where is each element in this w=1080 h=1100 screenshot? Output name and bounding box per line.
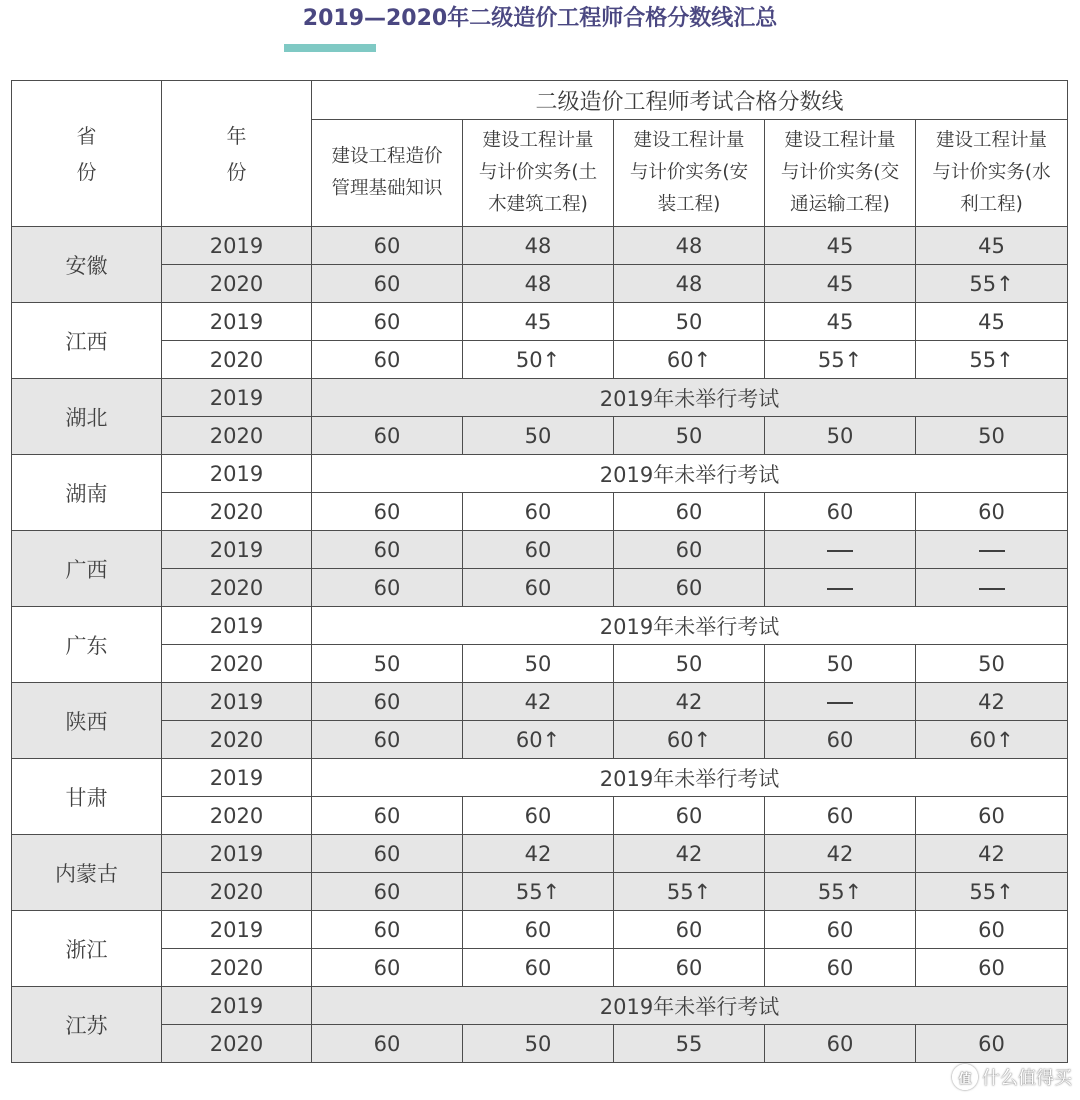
score-cell: 42 [765,835,916,873]
score-cell: 42 [614,683,765,721]
score-cell-increase: 60↑ [614,341,765,379]
score-cell: 45 [916,227,1068,265]
table-row [12,569,1068,607]
year-cell: 2019 [162,683,312,721]
score-cell: 60 [916,911,1068,949]
table-row [12,341,1068,379]
score-cell: 42 [614,835,765,873]
score-cell: 50 [614,417,765,455]
province-cell: 浙江 [12,911,162,987]
no-exam-note: 2019年未举行考试 [312,987,1068,1025]
province-cell: 江苏 [12,987,162,1063]
header-year-line1: 年 [226,123,247,148]
score-cell: 60 [312,417,463,455]
score-cell: 60 [463,911,614,949]
table-row [12,379,1068,417]
score-cell: 60 [312,493,463,531]
score-cell: 60 [765,493,916,531]
score-cell: 50 [765,417,916,455]
table-row [12,797,1068,835]
province-cell: 甘肃 [12,759,162,835]
score-cell: 60 [614,531,765,569]
score-cell: 60 [312,911,463,949]
score-cell-empty [765,531,916,569]
score-cell: 60 [463,493,614,531]
score-cell: 60 [765,721,916,759]
score-cell-increase: 60↑ [463,721,614,759]
score-cell-empty [765,569,916,607]
year-cell: 2019 [162,531,312,569]
score-cell: 60 [463,949,614,987]
header-province-line2: 份 [76,159,97,184]
watermark [952,1064,1072,1090]
table-row [12,911,1068,949]
header-subject-4 [765,120,916,227]
score-cell-increase: 60↑ [916,721,1068,759]
score-cell: 60 [916,493,1068,531]
header-subject-2 [463,120,614,227]
table-row [12,873,1068,911]
score-cell: 60 [463,797,614,835]
score-cell: 60 [463,569,614,607]
score-cell: 60 [312,1025,463,1063]
table-row [12,683,1068,721]
score-cell-increase: 55↑ [916,873,1068,911]
score-cell-increase: 55↑ [614,873,765,911]
table-row [12,835,1068,873]
header-subject-1 [312,120,463,227]
score-cell: 60 [312,303,463,341]
score-cell: 50 [916,417,1068,455]
score-cell-increase: 55↑ [916,341,1068,379]
header-subject-5 [916,120,1068,227]
watermark-text: 什么值得买 [982,1068,1072,1089]
table-row [12,987,1068,1025]
year-cell: 2019 [162,835,312,873]
score-cell: 45 [916,303,1068,341]
header-year-line2: 份 [226,159,247,184]
header-subject-line: 与计价实务(土 [478,162,598,183]
no-exam-note: 2019年未举行考试 [312,379,1068,417]
score-cell: 42 [463,683,614,721]
score-cell-increase: 55↑ [765,341,916,379]
province-cell: 陕西 [12,683,162,759]
score-cell: 48 [463,227,614,265]
dash-icon [979,588,1005,590]
year-cell: 2019 [162,759,312,797]
score-cell: 45 [765,227,916,265]
year-cell: 2019 [162,379,312,417]
province-cell: 江西 [12,303,162,379]
dash-icon [827,550,853,552]
score-cell: 60 [312,721,463,759]
province-cell: 广东 [12,607,162,683]
header-subject-line: 与计价实务(安 [629,162,749,183]
score-cell-empty [765,683,916,721]
score-cell: 45 [463,303,614,341]
score-table [11,80,1068,1063]
dash-icon [827,588,853,590]
table-row [12,607,1068,645]
score-cell: 60 [916,797,1068,835]
header-subject-line: 装工程) [657,194,721,215]
province-cell: 湖北 [12,379,162,455]
table-row [12,949,1068,987]
header-subject-line: 建设工程计量 [633,130,745,151]
score-cell: 60 [765,1025,916,1063]
table-row [12,531,1068,569]
score-cell: 60 [312,227,463,265]
score-cell: 50 [463,417,614,455]
score-cell: 60 [312,265,463,303]
table-row [12,759,1068,797]
table-row [12,721,1068,759]
score-cell: 60 [312,835,463,873]
table-row [12,493,1068,531]
score-cell-empty [916,531,1068,569]
header-subject-line: 利工程) [960,194,1023,215]
year-cell: 2020 [162,949,312,987]
province-cell: 内蒙古 [12,835,162,911]
header-subject-line: 管理基础知识 [331,178,443,199]
score-cell: 50 [765,645,916,683]
score-cell: 48 [614,265,765,303]
score-cell: 60 [765,949,916,987]
score-cell: 42 [916,683,1068,721]
no-exam-note: 2019年未举行考试 [312,759,1068,797]
score-cell: 42 [916,835,1068,873]
header-subject-line: 与计价实务(交 [780,162,900,183]
header-subject-line: 木建筑工程) [488,194,588,215]
score-cell: 50 [916,645,1068,683]
score-cell: 60 [312,531,463,569]
score-cell: 60 [765,911,916,949]
year-cell: 2020 [162,721,312,759]
year-cell: 2019 [162,227,312,265]
year-cell: 2020 [162,265,312,303]
score-cell: 50 [312,645,463,683]
score-cell: 48 [463,265,614,303]
score-cell: 60 [312,569,463,607]
header-subject-line: 建设工程计量 [936,130,1048,151]
table-row [12,303,1068,341]
score-cell: 45 [765,265,916,303]
score-cell: 60 [916,949,1068,987]
header-subject-line: 与计价实务(水 [932,162,1051,183]
score-cell: 60 [614,949,765,987]
score-cell: 60 [312,683,463,721]
header-province-line1: 省 [76,123,97,148]
table-row [12,227,1068,265]
year-cell: 2019 [162,455,312,493]
year-cell: 2020 [162,873,312,911]
score-cell: 50 [614,645,765,683]
no-exam-note: 2019年未举行考试 [312,455,1068,493]
dash-icon [979,550,1005,552]
table-row [12,455,1068,493]
table-row [12,1025,1068,1063]
score-cell-empty [916,569,1068,607]
header-subject-3 [614,120,765,227]
score-cell: 60 [614,493,765,531]
page-title: 2019—2020年二级造价工程师合格分数线汇总 [302,6,778,31]
score-cell: 60 [312,341,463,379]
score-cell: 60 [614,569,765,607]
header-subject-line: 建设工程造价 [331,146,443,167]
score-cell: 42 [463,835,614,873]
score-cell: 50 [463,1025,614,1063]
year-cell: 2020 [162,1025,312,1063]
table-row [12,265,1068,303]
score-cell-increase: 60↑ [614,721,765,759]
year-cell: 2020 [162,569,312,607]
score-cell: 45 [765,303,916,341]
header-subject-line: 建设工程计量 [482,130,594,151]
dash-icon [827,702,853,704]
score-cell: 50 [463,645,614,683]
year-cell: 2020 [162,341,312,379]
score-cell: 50 [614,303,765,341]
title-underline [284,44,376,52]
score-cell: 60 [312,873,463,911]
score-cell: 60 [614,911,765,949]
table-row [12,645,1068,683]
score-cell-increase: 55↑ [463,873,614,911]
no-exam-note: 2019年未举行考试 [312,607,1068,645]
year-cell: 2019 [162,303,312,341]
score-cell-increase: 50↑ [463,341,614,379]
year-cell: 2020 [162,645,312,683]
province-cell: 安徽 [12,227,162,303]
score-cell-increase: 55↑ [916,265,1068,303]
year-cell: 2020 [162,417,312,455]
header-subject-line: 建设工程计量 [784,130,896,151]
year-cell: 2019 [162,987,312,1025]
header-subject-line: 通运输工程) [790,194,890,215]
score-cell: 48 [614,227,765,265]
year-cell: 2020 [162,493,312,531]
header-province [12,81,162,227]
header-group-title: 二级造价工程师考试合格分数线 [312,81,1068,120]
year-cell: 2019 [162,607,312,645]
score-cell: 60 [312,949,463,987]
year-cell: 2020 [162,797,312,835]
province-cell: 湖南 [12,455,162,531]
score-cell: 60 [765,797,916,835]
score-cell: 55 [614,1025,765,1063]
year-cell: 2019 [162,911,312,949]
province-cell: 广西 [12,531,162,607]
table-row [12,417,1068,455]
score-cell: 60 [614,797,765,835]
score-cell: 60 [463,531,614,569]
table-body [12,227,1068,1063]
header-year [162,81,312,227]
watermark-logo-icon: 值 [952,1064,978,1090]
score-cell: 60 [312,797,463,835]
score-cell-increase: 55↑ [765,873,916,911]
score-cell: 60 [916,1025,1068,1063]
